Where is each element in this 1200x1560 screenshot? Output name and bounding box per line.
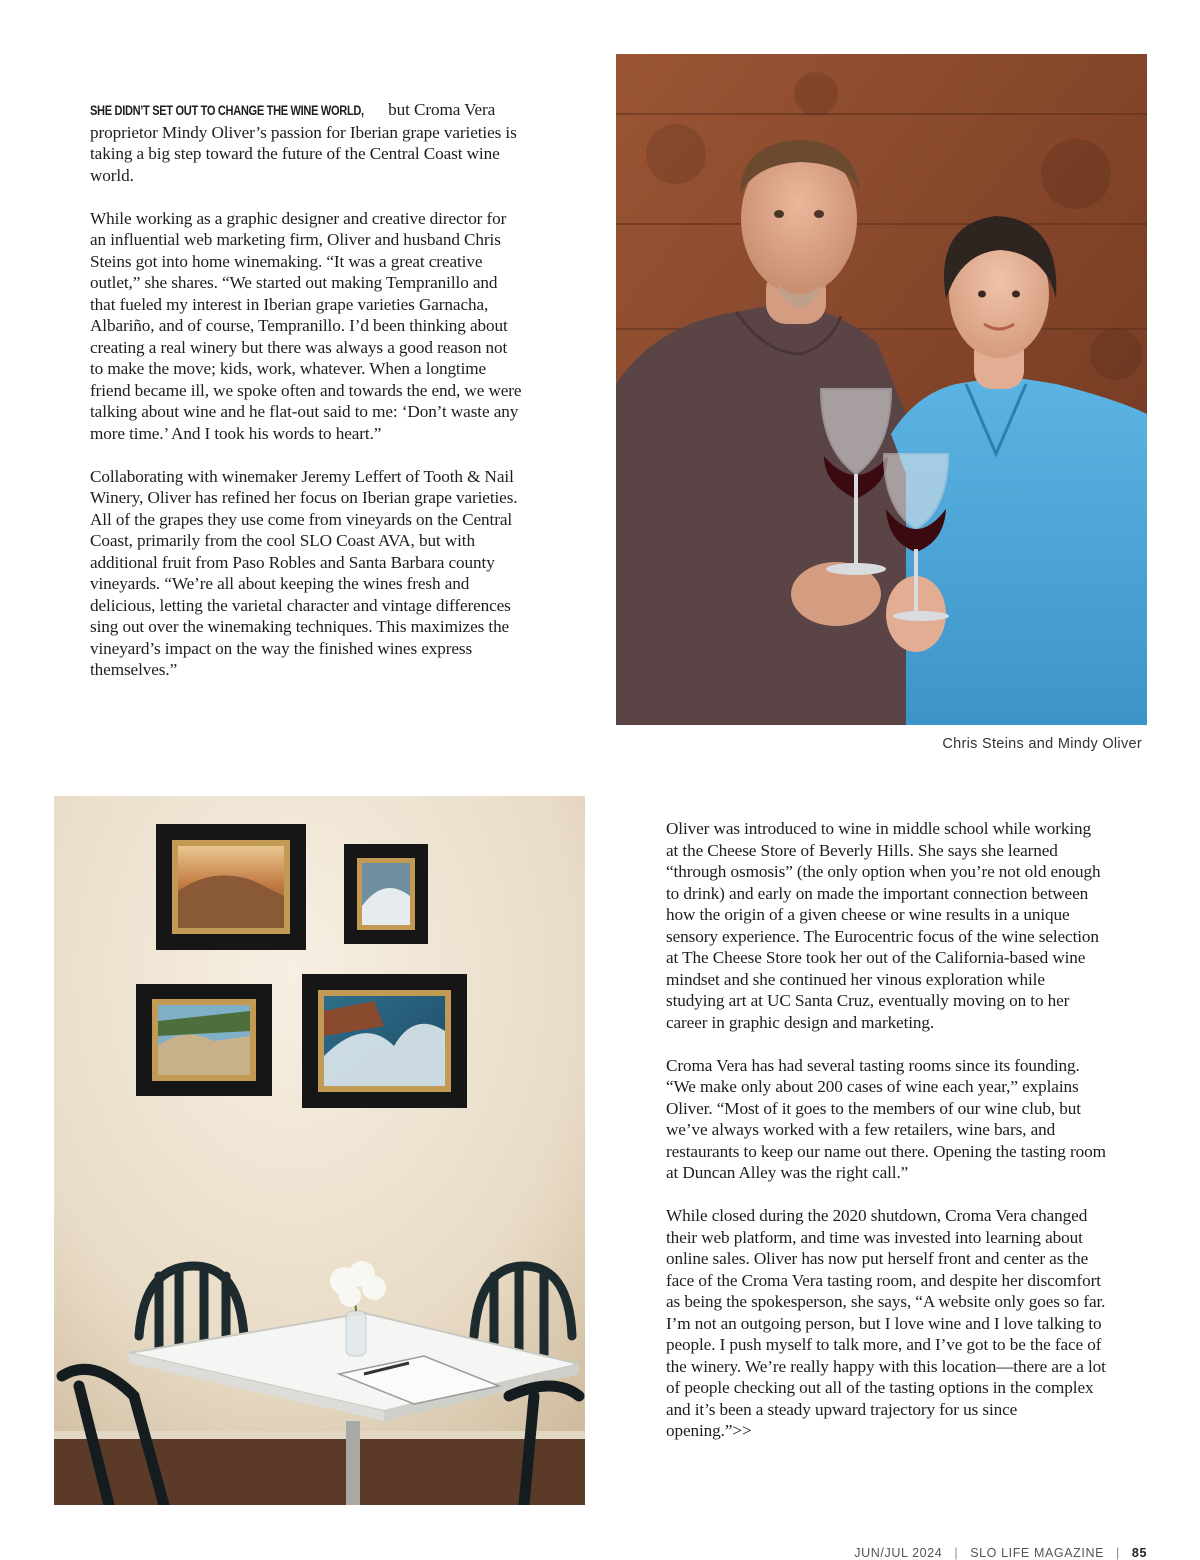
paragraph-5: Croma Vera has had several tasting rooms since its founding. “We make only about 200 cases of wine each year,” explains Oliver. “Most of it goes to the members of our wine club, but we’ve always worked with a few retailers, wine bars, and restaurants to keep our name out there. Opening the tasting room at Duncan Alley was the right call.” [666, 1055, 1106, 1182]
paragraph-6: While closed during the 2020 shutdown, Croma Vera changed their web platform, and time was invested into learning about online sales. Oliver has now put herself front and center as the face of the Croma Vera tasting room, and despite her discomfort as being the spokesperson, she says, “A website only goes so far. I’m not an outgoing person, but I love wine and I love talking to people. I push myself to talk more, and I’ve got to be the face of the winery. We’re really happy with this location—there are a lot of people checking out all of the tasting options in the complex and it’s been a steady upward trajectory for us since opening.”>> [666, 1206, 1106, 1440]
tasting-room-photo [54, 796, 585, 1505]
couple-photo [616, 54, 1147, 725]
article-column-top [90, 99, 522, 702]
paragraph-4: Oliver was introduced to wine in middle school while working at the Cheese Store of Beverly Hills. She says she learned “through osmosis” (the only option when you’re not old enough to drink) and early on made the important connection between how the origin of a given cheese or wine results in a unique sensory experience. The Eurocentric focus of the wine selection at The Cheese Store took her out of the California-based wine mindset and she continued her vinous exploration while studying art at UC Santa Cruz, eventually moving on to her career in graphic design and marketing. [666, 819, 1101, 1032]
page-number: 85 [1131, 1546, 1147, 1560]
paragraph-3: Collaborating with winemaker Jeremy Leffert of Tooth & Nail Winery, Oliver has refined her focus on Iberian grape varieties. All of the grapes they use come from vineyards on the Central Coast, primarily from the cool SLO Coast AVA, but with additional fruit from Paso Robles and Santa Barbara county vineyards. “We’re all about keeping the wines fresh and delicious, letting the varietal character and vintage differences sing out over the winemaking techniques. This maximizes the vineyard’s impact on the way the finished wines express themselves.” [90, 466, 518, 679]
couple-photo-illustration [616, 54, 1147, 725]
footer-magazine: SLO LIFE MAGAZINE [970, 1546, 1105, 1560]
lead-in: SHE DIDN’T SET OUT TO CHANGE THE WINE WORLD, [90, 103, 364, 118]
footer-separator: | [1116, 1546, 1120, 1560]
footer-issue: JUN/JUL 2024 [854, 1546, 943, 1560]
paragraph-1-text: but Croma Vera proprietor Mindy Oliver’s passion for Iberian grape varieties is taking a big step toward the future of the Central Coast wine world. [90, 100, 517, 185]
paragraph-2: While working as a graphic designer and creative director for an influential web marketing firm, Oliver and husband Chris Steins got into home winemaking. “It was a great creative outlet,” she shares. “We started out making Tempranillo and that fueled my interest in Iberian grape varieties Garnacha, Albariño, and of course, Tempranillo. I’d been thinking about creating a real winery but there was always a good reason not to make the move; kids, work, whatever. When a longtime friend became ill, we spoke often and towards the end, we were talking about wine and he flat-out said to me: ‘Don’t waste any more time.’ And I took his words to heart.” [90, 208, 522, 443]
tasting-room-illustration [54, 796, 585, 1505]
paragraph-1 [90, 99, 522, 186]
footer-separator: | [954, 1546, 959, 1560]
article-column-bottom [666, 818, 1106, 1463]
photo-caption: Chris Steins and Mindy Oliver [942, 736, 1142, 752]
